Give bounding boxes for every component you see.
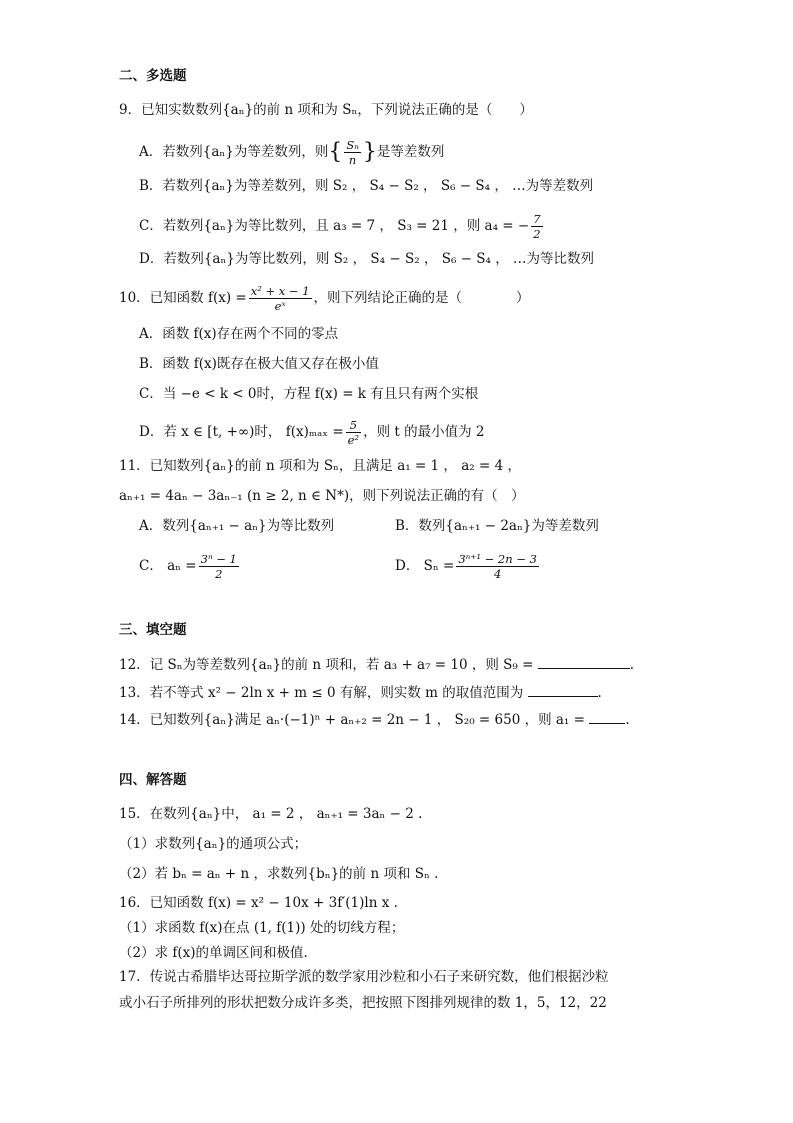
question-15-part-2: （2）若 bₙ = aₙ + n ，求数列{bₙ}的前 n 项和 Sₙ . (119, 866, 439, 882)
option-c-text: C． aₙ = (139, 558, 197, 574)
question-17-line-1: 17．传说古希腊毕达哥拉斯学派的数学家用沙粒和小石子来研究数，他们根据沙粒 (119, 969, 609, 985)
right-brace: } (362, 139, 377, 165)
question-9-option-c (139, 212, 545, 241)
fraction-numerator: x² + x − 1 (250, 284, 310, 298)
fraction-function-definition (249, 284, 312, 313)
q13-text: 13．若不等式 x² − 2ln x + m ≤ 0 有解，则实数 m 的取值范围为 (119, 685, 524, 701)
question-11-option-d (395, 552, 541, 581)
question-10-stem (119, 284, 530, 313)
option-a-text: A．若数列{aₙ}为等差数列，则 (139, 144, 329, 160)
fraction-denominator: 2 (215, 567, 223, 581)
question-15-stem: 15．在数列{aₙ}中， a₁ = 2 ， aₙ₊₁ = 3aₙ − 2 . (119, 806, 423, 822)
q13-period: . (597, 685, 602, 701)
fraction-numerator: 3ⁿ − 1 (200, 552, 237, 566)
fraction-numerator: 5 (346, 418, 361, 433)
question-12 (119, 654, 634, 675)
question-15-part-1: （1）求数列{aₙ}的通项公式； (119, 836, 308, 852)
q10-stem-text: 10．已知函数 f(x) = (119, 290, 247, 306)
question-10-option-b: B．函数 f(x)既存在极大值又存在极小值 (139, 356, 379, 372)
fraction-denominator: 4 (493, 567, 502, 581)
fraction-sn-over-n (344, 138, 361, 167)
question-9-option-b: B．若数列{aₙ}为等差数列，则 S₂ ， S₄ − S₂ ， S₆ − S₄ ， …为等差数列 (139, 178, 594, 194)
option-d-text: D． Sₙ = (395, 558, 455, 574)
fraction-numerator: 7 (533, 212, 541, 226)
question-9-stem: 9．已知实数数列{aₙ}的前 n 项和为 Sₙ，下列说法正确的是（ ） (119, 102, 533, 118)
question-13 (119, 682, 602, 703)
question-11-stem: 11．已知数列{aₙ}的前 n 项和为 Sₙ，且满足 a₁ = 1 ， a₂ = 4 ， (119, 458, 521, 474)
question-11-option-a: A．数列{aₙ₊₁ − aₙ}为等比数列 (139, 518, 335, 534)
left-brace: { (328, 139, 343, 165)
answer-blank-14[interactable] (589, 709, 625, 724)
fraction-seven-halves (531, 212, 542, 241)
question-14 (119, 709, 630, 730)
question-17-line-2: 或小石子所排列的形状把数分成许多类，把按照下图排列规律的数 1，5，12，22 (119, 995, 607, 1011)
question-11-option-c (139, 552, 241, 581)
q12-period: . (629, 657, 635, 673)
q10-stem-suffix: ，则下列结论正确的是（ ） (313, 290, 530, 306)
answer-blank-12[interactable] (538, 654, 630, 669)
q14-text: 14．已知数列{aₙ}满足 aₙ·(−1)ⁿ + aₙ₊₂ = 2n − 1 ， S₂₀ = 650 ，则 a₁ = (119, 712, 585, 728)
question-9-option-d: D．若数列{aₙ}为等比数列，则 S₂ ， S₄ − S₂ ， S₆ − S₄ ， …为等比数列 (139, 251, 595, 267)
question-10-option-d (139, 418, 484, 447)
question-9-option-a (139, 138, 444, 167)
option-d-text: D．若 x ∈ [t, +∞)时， f(x)ₘₐₓ = (139, 424, 344, 440)
fraction-five-over-e-squared (346, 418, 361, 447)
fraction-denominator: 2 (533, 227, 541, 241)
option-c-text: C．若数列{aₙ}为等比数列，且 a₃ = 7 ， S₃ = 21 ，则 a₄ = − (139, 218, 530, 234)
fraction-numerator: 3ⁿ⁺¹ − 2n − 3 (458, 552, 537, 566)
section-heading-solution: 四、解答题 (119, 772, 187, 788)
question-16-part-2: （2）求 f(x)的单调区间和极值. (119, 945, 308, 961)
question-16-stem: 16．已知函数 f(x) = x² − 10x + 3f′(1)ln x . (119, 895, 398, 911)
question-10-option-c: C．当 −e < k < 0时，方程 f(x) = k 有且只有两个实根 (139, 386, 479, 402)
fraction-option-d (456, 552, 539, 581)
section-heading-fill-in: 三、填空题 (119, 622, 187, 638)
question-11-option-b: B．数列{aₙ₊₁ − 2aₙ}为等差数列 (395, 518, 599, 534)
option-a-suffix: 是等差数列 (376, 144, 445, 160)
fraction-denominator: e² (347, 433, 360, 447)
fraction-denominator: eˣ (274, 299, 286, 313)
question-16-part-1: （1）求函数 f(x)在点 (1, f(1)) 处的切线方程； (119, 920, 405, 936)
section-heading-multiple-choice: 二、多选题 (119, 68, 187, 84)
question-11-recurrence: aₙ₊₁ = 4aₙ − 3aₙ₋₁ (n ≥ 2, n ∈ N*)，则下列说法正确的有（ ） (119, 488, 525, 504)
fraction-denominator: n (348, 153, 357, 167)
answer-blank-13[interactable] (528, 682, 598, 697)
question-10-option-a: A．函数 f(x)存在两个不同的零点 (139, 326, 339, 342)
fraction-option-c (199, 552, 239, 581)
q14-period: . (625, 712, 630, 728)
q12-text: 12．记 Sₙ为等差数列{aₙ}的前 n 项和，若 a₃ + a₇ = 10 ，则 S₉ = (119, 657, 534, 673)
fraction-numerator: Sₙ (346, 138, 359, 152)
option-d-suffix: ，则 t 的最小值为 2 (363, 424, 485, 440)
